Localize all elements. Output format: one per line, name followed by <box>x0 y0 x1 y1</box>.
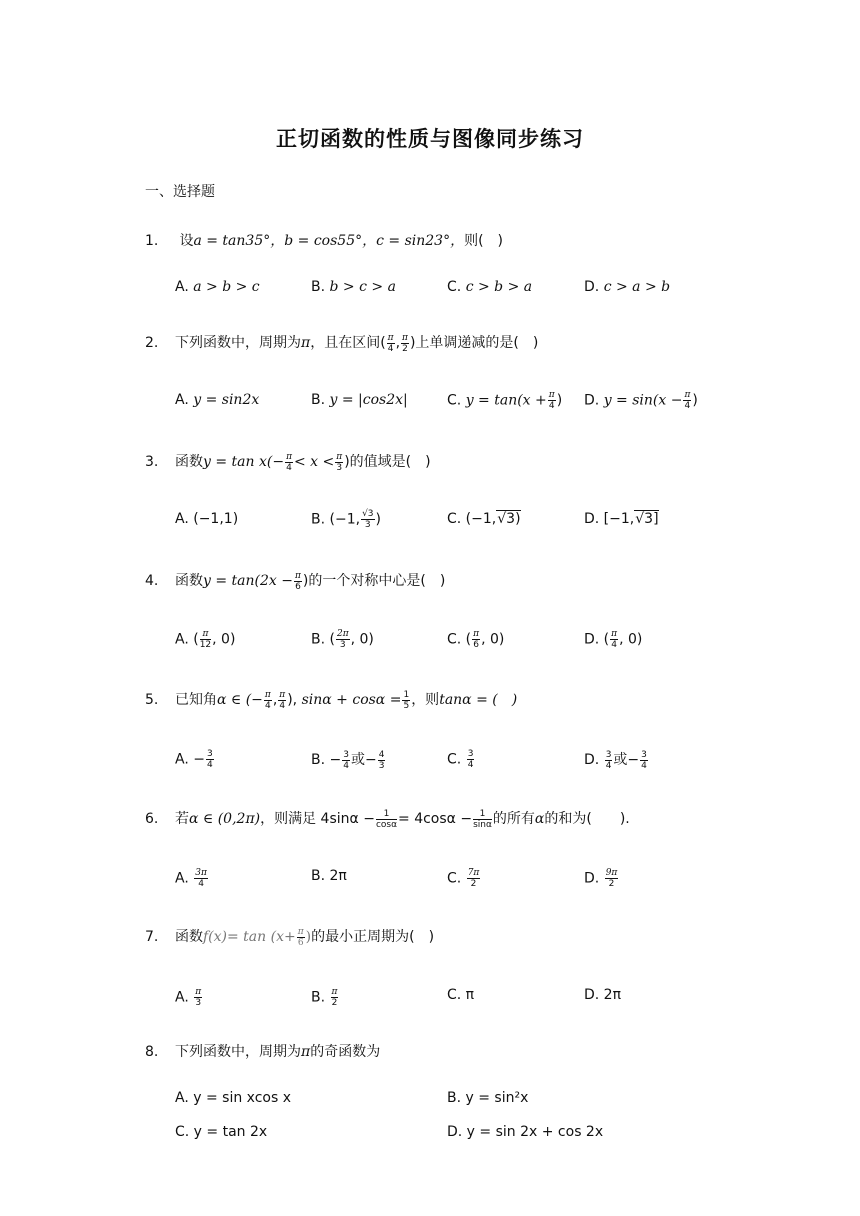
option-1a[interactable]: A. a > b > c <box>175 279 260 295</box>
option-3d[interactable]: D. [−1,√3] <box>584 511 659 527</box>
option-8c[interactable]: C. y = tan 2x <box>175 1124 268 1140</box>
option-5d[interactable]: D. $\frac{3}{4}$ 或− $\frac{3}{4}$ <box>584 749 647 771</box>
question-5: 5. 已知角α ∈ (− $\frac{\pi}{4}$ , $\frac{\pi}{4}$ ), sinα + cosα = $\frac{1}{5}$ ，则tanα = ( ) <box>145 689 518 711</box>
question-8: 8. 下列函数中，周期为π的奇函数为 <box>145 1044 381 1060</box>
option-7c[interactable]: C. π <box>447 987 475 1003</box>
question-4: 4. 函数y = tan(2x − $\frac{\pi}{6}$ )的一个对称中心是( ) <box>145 570 446 592</box>
option-6a[interactable]: A. $\frac{3\pi}{4}$ <box>175 868 207 889</box>
option-3b[interactable]: B. (−1, $\frac{√3}{3}$ ) <box>311 509 381 530</box>
option-1b[interactable]: B. b > c > a <box>311 279 396 295</box>
option-4b[interactable]: B. ( $\frac{2\pi}{3}$ , 0) <box>311 629 374 650</box>
option-6c[interactable]: C. $\frac{7\pi}{2}$ <box>447 868 480 889</box>
option-2c[interactable]: C. y = tan(x + $\frac{\pi}{4}$ ) <box>447 390 563 411</box>
option-4c[interactable]: C. ( $\frac{\pi}{6}$ , 0) <box>447 629 505 650</box>
option-8d[interactable]: D. y = sin 2x + cos 2x <box>447 1124 604 1140</box>
option-5a[interactable]: A. − $\frac{3}{4}$ <box>175 749 213 770</box>
option-4d[interactable]: D. ( $\frac{\pi}{4}$ , 0) <box>584 629 643 650</box>
question-1: 1. 设a = tan35°，b = cos55°，c = sin23°，则( ) <box>145 233 504 249</box>
option-5c[interactable]: C. $\frac{3}{4}$ <box>447 749 474 770</box>
question-2: 2. 下列函数中，周期为π，且在区间( $\frac{\pi}{4}$ , $\frac{\pi}{2}$ )上单调递减的是( ) <box>145 332 539 354</box>
option-1d[interactable]: D. c > a > b <box>584 279 671 295</box>
option-1c[interactable]: C. c > b > a <box>447 279 533 295</box>
section-heading: 一、选择题 <box>145 184 215 200</box>
formula-image: f(x)= tan (x+ <box>203 929 296 945</box>
option-6b[interactable]: B. 2π <box>311 868 347 884</box>
option-6d[interactable]: D. $\frac{9\pi}{2}$ <box>584 868 618 889</box>
option-4a[interactable]: A. ( $\frac{\pi}{12}$ , 0) <box>175 629 236 650</box>
option-7d[interactable]: D. 2π <box>584 987 622 1003</box>
option-5b[interactable]: B. − $\frac{3}{4}$ 或− $\frac{4}{3}$ <box>311 749 385 771</box>
option-2d[interactable]: D. y = sin(x − $\frac{\pi}{4}$ ) <box>584 390 698 411</box>
question-3: 3. 函数y = tan x(− $\frac{\pi}{4}$ < x < $\frac{\pi}{3}$ )的值域是( ) <box>145 451 431 473</box>
option-8b[interactable]: B. y = sin²x <box>447 1090 529 1106</box>
option-3c[interactable]: C. (−1,√3) <box>447 511 521 527</box>
option-7b[interactable]: B. $\frac{\pi}{2}$ <box>311 987 338 1008</box>
option-7a[interactable]: A. $\frac{\pi}{3}$ <box>175 987 202 1008</box>
question-6: 6. 若α ∈ (0,2π)，则满足 4sinα − $\frac{1}{\cos\alpha}$ = 4cosα − $\frac{1}{\sin\alpha}$ 的所有α的和为( ). <box>145 808 630 830</box>
page-title: 正切函数的性质与图像同步练习 <box>276 127 584 151</box>
option-2b[interactable]: B. y = |cos2x| <box>311 392 408 408</box>
option-2a[interactable]: A. y = sin2x <box>175 392 260 408</box>
question-7: 7. 函数f(x)= tan (x+ $\frac{\pi}{6}$ )的最小正周期为( ) <box>145 926 435 948</box>
option-8a[interactable]: A. y = sin xcos x <box>175 1090 291 1106</box>
option-3a[interactable]: A. (−1,1) <box>175 511 239 527</box>
